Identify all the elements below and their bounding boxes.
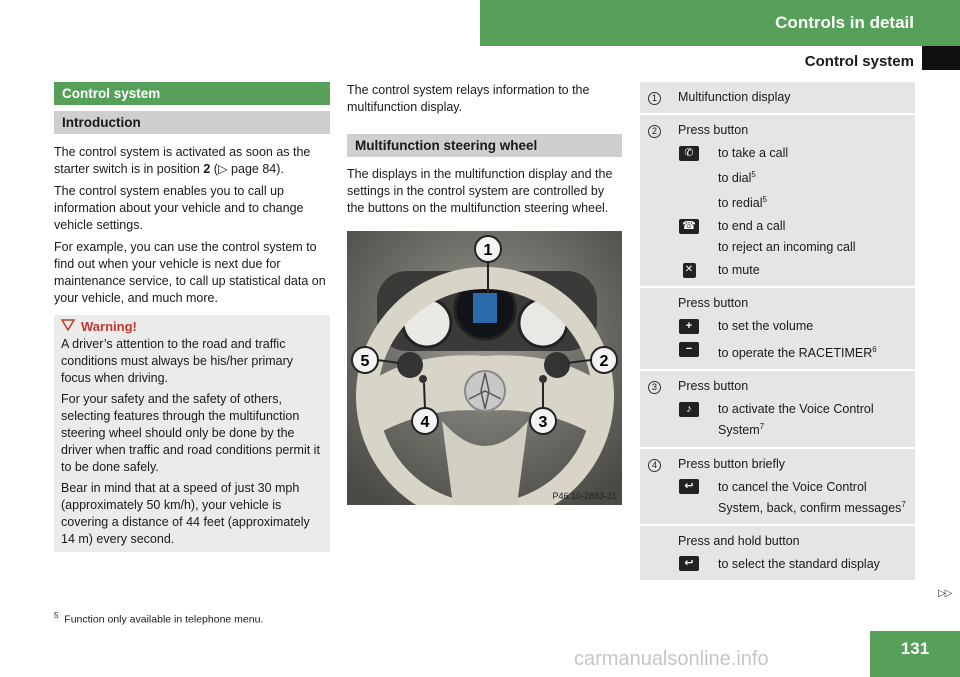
table-row: Press and hold button ↩ to select the standard display	[640, 526, 915, 580]
svg-text:1: 1	[483, 242, 493, 259]
table-row	[640, 82, 915, 113]
table-row: 3 Press button ♪ to activate the Voice Control System$^7$	[640, 371, 915, 446]
warning-text: For your safety and the safety of others, selecting features through the multifunction steering wheel should only be done by the driver when traffic and road conditions permit it to be done safely.	[61, 392, 320, 474]
voice-control-icon: ♪	[678, 401, 700, 417]
plus-icon: +	[678, 318, 700, 334]
svg-text:5: 5	[360, 353, 370, 370]
table-row: Press button + to set the volume − to operate the RACETIMER$^6$	[640, 288, 915, 369]
callout-marker: 1	[648, 92, 661, 105]
svg-text:2: 2	[599, 353, 609, 370]
subsection-heading: Introduction	[54, 111, 330, 134]
watermark: carmanualsonline.info	[574, 648, 769, 670]
minus-icon: −	[678, 341, 700, 357]
chapter-title: Controls in detail	[775, 13, 914, 32]
chapter-tab	[480, 0, 960, 46]
callout-marker: 2	[648, 125, 661, 138]
warning-heading: Warning!	[61, 319, 323, 334]
row-heading: Press button	[678, 296, 749, 311]
section-heading: Control system	[54, 82, 330, 105]
mute-icon: ✕	[678, 262, 700, 278]
paragraph: The displays in the multifunction display and the settings in the control system are controlled by the buttons on the multifunction steering wheel.	[347, 167, 613, 215]
callout-marker: 4	[648, 459, 661, 472]
column-middle	[347, 82, 622, 505]
column-right	[640, 82, 915, 582]
image-code: P46.10-2883-31	[552, 491, 617, 501]
warning-text: A driver’s attention to the road and traffic conditions must always be his/her primary focus when driving.	[61, 337, 294, 385]
section-marker	[922, 46, 960, 70]
row-heading: Press button briefly	[678, 456, 785, 471]
paragraph: For example, you can use the control system to find out when your vehicle is next due for maintenance service, to call up statistical data on your vehicle, and much more.	[54, 240, 326, 305]
row-heading: Press button	[678, 379, 749, 394]
warning-box	[54, 315, 330, 552]
back-icon: ↩	[678, 479, 700, 495]
row-heading: Press button	[678, 123, 749, 137]
table-row: 4 Press button briefly ↩ to cancel the Voice Control System, back, confirm messages$^7$	[640, 449, 915, 524]
svg-text:3: 3	[538, 414, 548, 431]
column-left	[54, 82, 330, 552]
callout-marker: 3	[648, 381, 661, 394]
paragraph: The control system enables you to call up information about your vehicle and to change vehicle settings.	[54, 184, 304, 232]
intro-paragraph: The control system is activated as soon as the starter switch is in position 2 (▷ page 84).	[54, 145, 311, 176]
section-title: Control system	[804, 53, 914, 70]
phone-pickup-icon: ✆	[678, 145, 700, 161]
phone-hangup-icon: ☎	[678, 218, 700, 234]
svg-text:4: 4	[420, 414, 430, 431]
subsection-heading: Multifunction steering wheel	[347, 134, 622, 157]
page-number: 131	[870, 631, 960, 677]
warning-text: Bear in mind that at a speed of just 30 mph (approximately 50 km/h), your vehicle is covering a distance of 44 feet (approximately 14 m) every second.	[61, 481, 310, 546]
reference-table	[640, 80, 915, 582]
steering-wheel-image	[347, 231, 622, 505]
warning-icon	[61, 319, 75, 334]
paragraph: The control system relays information to the multifunction display.	[347, 83, 590, 114]
continue-arrows: ▷▷	[938, 588, 952, 599]
row-heading: Press and hold button	[678, 533, 800, 548]
table-row: 2 Press button ✆ to take a call to dial$^5$ to redial$^5$ ☎ to end a call to reject an incoming call ✕ to mute	[640, 115, 915, 286]
back-icon: ↩	[678, 556, 700, 572]
footnote: $^5$ Function only available in telephone menu.	[54, 611, 264, 626]
row-text: Multifunction display	[678, 82, 915, 113]
